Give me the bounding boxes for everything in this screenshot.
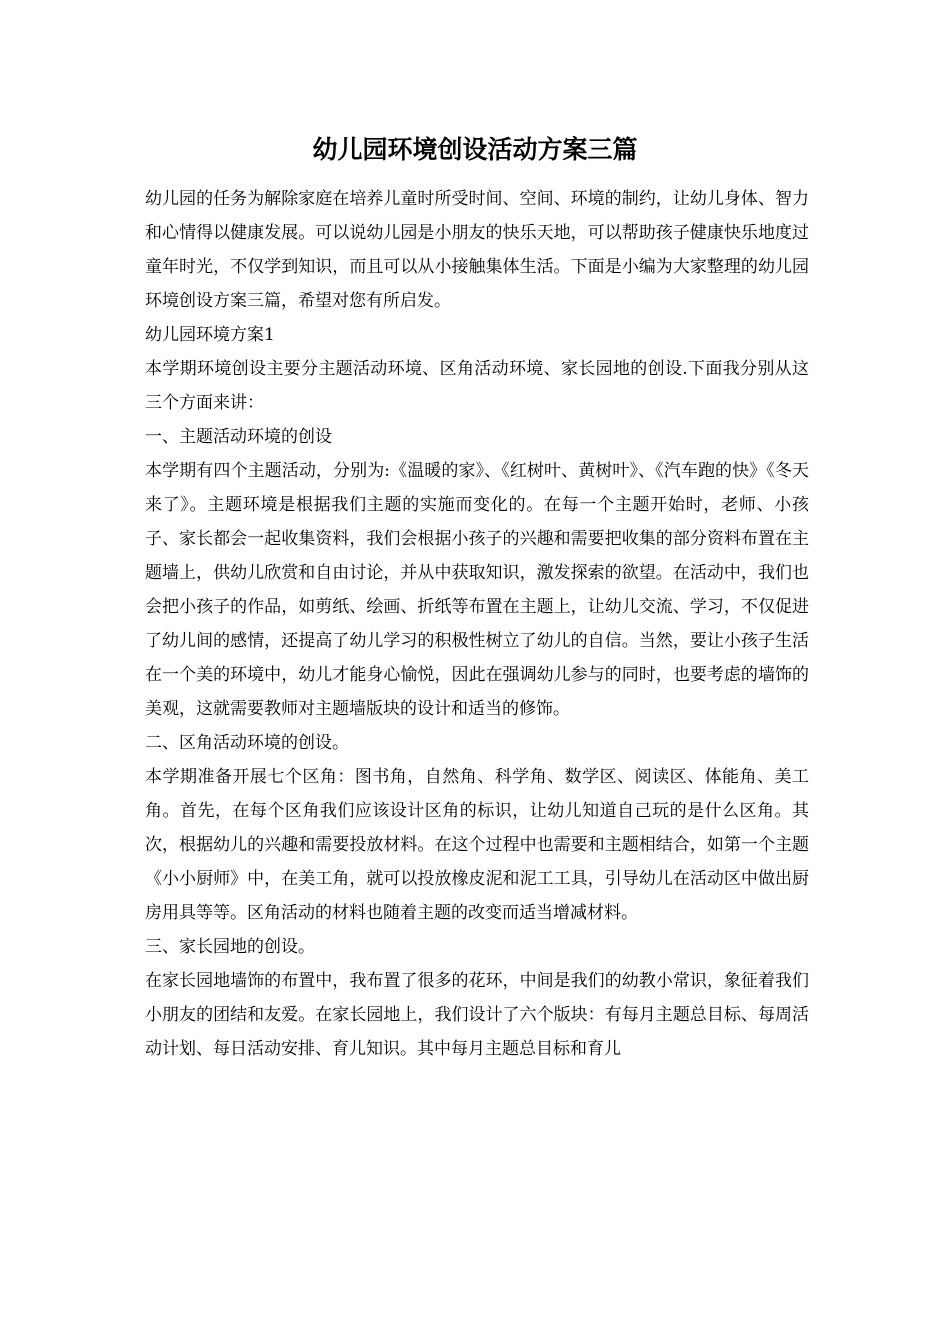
paragraph-parents: 在家长园地墙饰的布置中，我布置了很多的花环，中间是我们的幼教小常识，象征着我们小朋友的团结和友爱。在家长园地上，我们设计了六个版块：有每月主题总目标、每周活动计划、每日活动安排、育儿知识。其中每月主题总目标和育儿 xyxy=(145,971,809,1059)
section-heading-theme: 一、主题活动环境的创设 xyxy=(145,427,332,447)
paragraph-intro: 幼儿园的任务为解除家庭在培养儿童时所受时间、空间、环境的制约，让幼儿身体、智力和心情得以健康发展。可以说幼儿园是小朋友的快乐天地，可以帮助孩子健康快乐地度过童年时光，不仅学到知识，而且可以从小接触集体生活。下面是小编为大家整理的幼儿园环境创设方案三篇，希望对您有所启发。 xyxy=(145,189,809,311)
document-body xyxy=(145,182,809,1066)
paragraph-theme: 本学期有四个主题活动，分别为:《温暖的家》、《红树叶、黄树叶》、《汽车跑的快》《冬天来了》。主题环境是根据我们主题的实施而变化的。在每一个主题开始时，老师、小孩子、家长都会一起收集资料，我们会根据小孩子的兴趣和需要把收集的部分资料布置在主题墙上，供幼儿欣赏和自由讨论，并从中获取知识，激发探索的欲望。在活动中，我们也会把小孩子的作品，如剪纸、绘画、折纸等布置在主题上，让幼儿交流、学习，不仅促进了幼儿间的感情，还提高了幼儿学习的积极性树立了幼儿的自信。当然，要让小孩子生活在一个美的环境中，幼儿才能身心愉悦，因此在强调幼儿参与的同时，也要考虑的墙饰的美观，这就需要教师对主题墙版块的设计和适当的修饰。 xyxy=(145,461,809,719)
section-heading-parents: 三、家长园地的创设。 xyxy=(145,937,315,957)
paragraph-corner: 本学期准备开展七个区角：图书角，自然角、科学角、数学区、阅读区、体能角、美工角。首先，在每个区角我们应该设计区角的标识，让幼儿知道自己玩的是什么区角。其次，根据幼儿的兴趣和需要投放材料。在这个过程中也需要和主题相结合，如第一个主题《小小厨师》中，在美工角，就可以投放橡皮泥和泥工工具，引导幼儿在活动区中做出厨房用具等等。区角活动的材料也随着主题的改变而适当增减材料。 xyxy=(145,767,809,923)
paragraph-plan-heading: 幼儿园环境方案1 xyxy=(145,325,275,345)
section-heading-corner: 二、区角活动环境的创设。 xyxy=(145,733,349,753)
document-title: 幼儿园环境创设活动方案三篇 xyxy=(312,135,638,164)
paragraph-overview: 本学期环境创设主要分主题活动环境、区角活动环境、家长园地的创设.下面我分别从这三个方面来讲： xyxy=(145,359,809,413)
